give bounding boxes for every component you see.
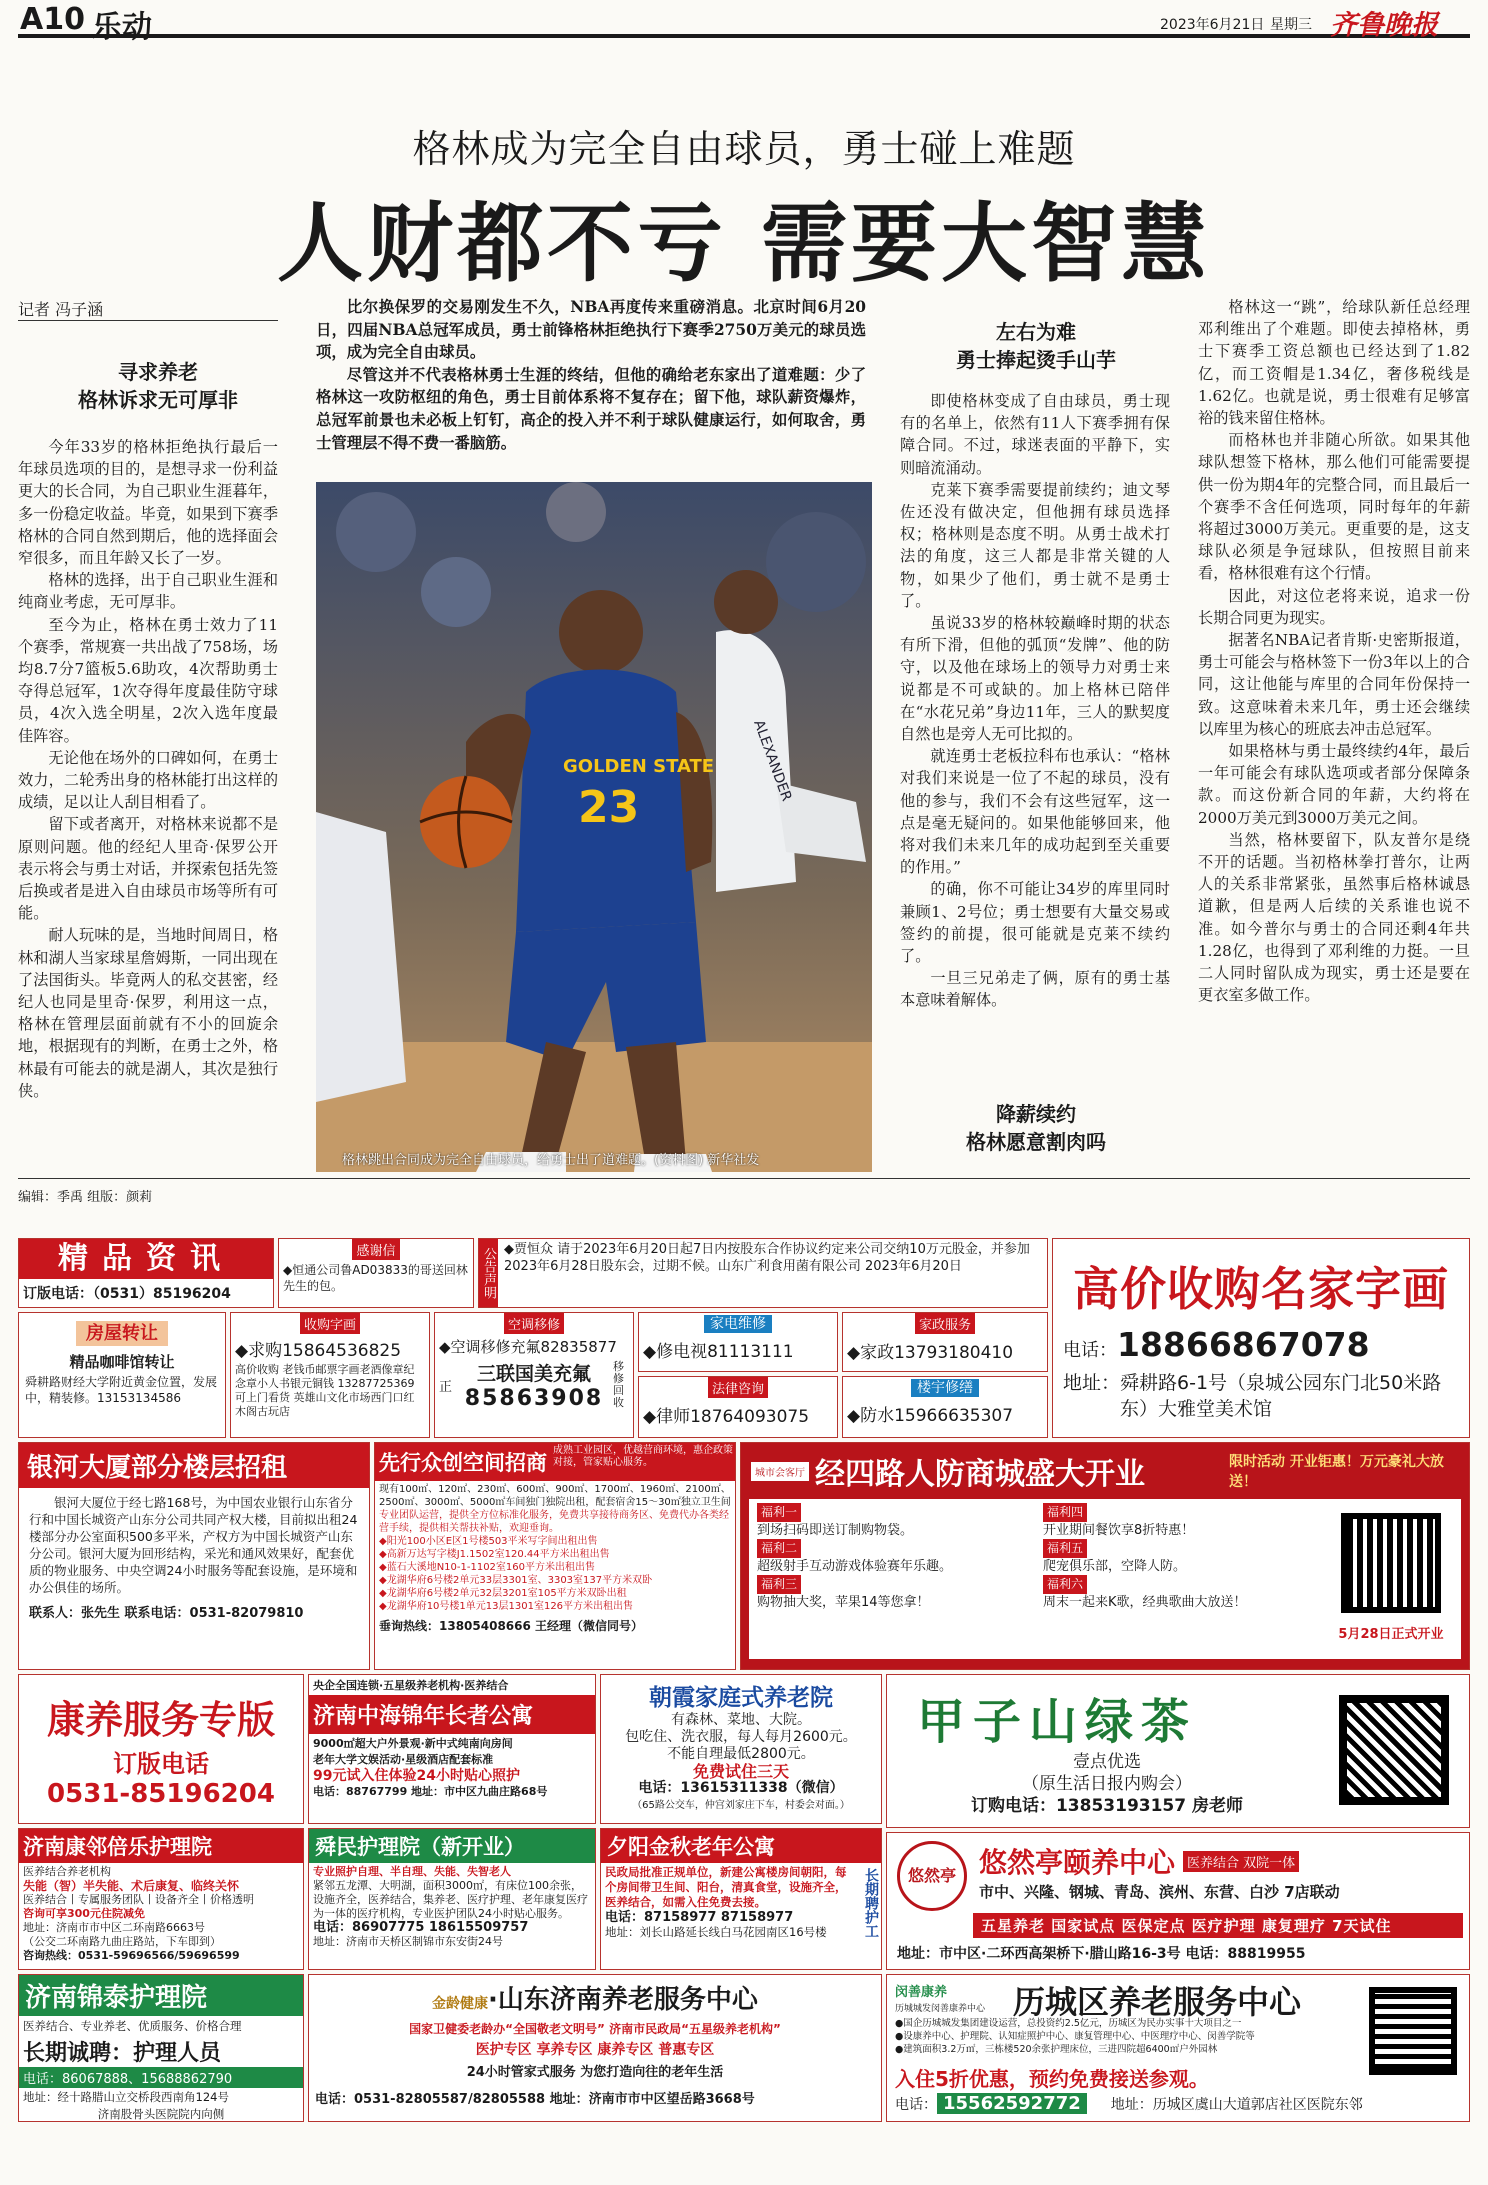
ad-jingpin-phone: 订版电话：（0531）85196204	[23, 1286, 231, 1302]
section-name: 乐动	[92, 10, 152, 45]
paragraph: 至今为止，格林在勇士效力了11个赛季，常规赛一共出战了758场，场均8.7分7篮板5.6助攻，4次帮助勇士夺得总冠军，1次夺得年度最佳防守球员，4次入选全明星，2次入选年度最佳阵容。	[18, 615, 278, 745]
subhead-2-line2: 勇士捧起烫手山芋	[956, 348, 1116, 372]
ad-zhaoxia-line: 有森林、菜地、大院。	[671, 1712, 811, 1728]
ad-xianxing-sub: 成熟工业园区，优越营商环境，惠企政策对接，管家贴心服务。	[553, 1445, 733, 1468]
ad-jingsi-item-title: 福利五	[1043, 1539, 1087, 1558]
ad-shouzihua	[230, 1312, 430, 1438]
ad-zhuanrang	[18, 1312, 226, 1438]
paragraph: 因此，对这位老将来说，追求一份长期合同更为现实。	[1198, 586, 1470, 627]
ad-xianxing	[374, 1442, 736, 1670]
ad-falv-text: ◆律师18764093075	[643, 1407, 810, 1427]
ad-jingsi-item-title: 福利二	[757, 1539, 801, 1558]
ad-xiyang-line: 地址：刘长山路延长线白马花园南区16号楼	[605, 1925, 827, 1939]
ad-jingsi-tag: 城市会客厅	[751, 1462, 809, 1481]
paragraph: 当然，格林要留下，队友普尔是绕不开的话题。当初格林拳打普尔，让两人的关系非常紧张，虽然事后格林诚恳道歉，但是两人后续的关系谁也说不准。如今普尔与勇士的合同还剩4年共1.28亿，也得到了邓利维的力挺。一旦二人同时留队成为现实，勇士还是要在更衣室多做工作。	[1198, 830, 1470, 1005]
ad-ganxie	[278, 1238, 474, 1308]
ad-xianxing-line: ◆龙湖华府6号楼2单元32层3201室105平方米双卧出租	[379, 1588, 627, 1599]
ad-shunmin	[308, 1828, 596, 1970]
subhead-1-line1: 寻求养老	[118, 360, 198, 384]
ad-jingsi-item-desc: 到场扫码即送订制购物袋。	[757, 1523, 914, 1538]
byline: 记者 冯子涵	[18, 297, 278, 321]
ad-zhaoxia-line: 不能自理最低2800元。	[667, 1746, 815, 1762]
opponent-name-text: ALEXANDER	[750, 717, 795, 804]
ad-youran-cities: 市中、兴隆、钢城、青岛、滨州、东营、白沙 7店联动	[979, 1883, 1340, 1901]
ad-jintai	[18, 1974, 304, 2122]
paragraph: 如果格林与勇士最终续约4年，最后一年可能会有球队选项或者部分保障条款。而这份新合同的年薪，大约将在2000万美元到3000万美元之间。	[1198, 742, 1470, 827]
ad-gaojia	[1052, 1238, 1470, 1438]
qr-code-icon	[1339, 1695, 1449, 1805]
ad-xiyang-line: 电话：87158977 87158977	[605, 1910, 794, 1925]
ad-xianxing-line: ◆龙湖华府10号楼1单元13层1301室126平方米出租出售	[379, 1601, 634, 1612]
ad-jingsi-item-desc: 周末一起来K歌，经典歌曲大放送！	[1043, 1595, 1247, 1610]
ad-jingsi-item-title: 福利六	[1043, 1575, 1087, 1594]
ad-kanglin-line: （公交二环南路九曲庄路站，下车即到）	[23, 1935, 221, 1948]
ad-jinling	[308, 1974, 882, 2122]
ad-zhaoxia-line: 免费试住三天	[692, 1762, 789, 1781]
lead-paragraphs	[316, 296, 866, 454]
ad-xianxing-phone: 垂询热线：13805408666 王经理（微信同号）	[379, 1619, 644, 1633]
ad-jintai-line: 长期诚聘：护理人员	[23, 2041, 222, 2066]
ad-kangyang-phone: 0531-85196204	[47, 1779, 275, 1809]
ad-jingsi-item-desc: 爬宠俱乐部，空降人防。	[1043, 1559, 1187, 1574]
ad-licheng-title: 历城区养老服务中心	[1013, 1983, 1302, 2021]
photo-illustration	[316, 482, 872, 1172]
ad-xiyang-title: 夕阳金秋老年公寓	[601, 1829, 881, 1863]
ad-jingsi-title: 经四路人防商城盛大开业	[815, 1457, 1145, 1492]
ad-zhonghai-title: 济南中海锦年长者公寓	[309, 1695, 595, 1734]
ad-yinhe	[18, 1442, 370, 1670]
ad-zhaoxia-title: 朝霞家庭式养老院	[649, 1685, 833, 1711]
ad-jingsi-item-desc: 购物抽大奖，苹果14等您拿！	[757, 1595, 930, 1610]
ad-youran-tag: 医养结合 双院一体	[1183, 1851, 1299, 1872]
ad-jingsi-item-desc: 开业期间餐饮享8折特惠！	[1043, 1523, 1195, 1538]
ad-xianxing-line: ◆高新万达写字楼J1.1502室120.44平方米出租出售	[379, 1549, 610, 1560]
ad-xianxing-line: 专业团队运营，提供全方位标准化服务，免费共享接待商务区、免费代办各类经营手续，提供相关帮扶补贴，欢迎垂询。	[379, 1510, 729, 1534]
ad-kanglin-line: 咨询热线：0531-59696566/59696599	[23, 1949, 240, 1962]
ad-zhuanrang-sub: 精品咖啡馆转让	[69, 1353, 175, 1371]
weekday: 星期三	[1270, 17, 1312, 33]
ad-shunmin-title: 舜民护理院（新开业）	[309, 1829, 595, 1863]
ad-licheng-addr: 地址：历城区虞山大道郭店社区医院东邻	[1110, 2096, 1363, 2113]
ad-zhonghai-line: 99元试入住体验24小时贴心照护	[313, 1768, 520, 1784]
ad-jiadian	[638, 1312, 838, 1372]
editor-rule	[18, 1178, 1470, 1179]
ad-licheng-line: ●设康养中心、护理院、认知症照护中心、康复管理中心、中医理疗中心、闵善学院等	[895, 2031, 1255, 2042]
ad-ganxie-text: ◆恒通公司鲁AD03833的哥送回林先生的包。	[283, 1263, 468, 1293]
ad-loutang-title: 楼宇修缮	[911, 1379, 979, 1397]
ad-jingsi-item-title: 福利一	[757, 1503, 801, 1522]
column-3	[900, 390, 1170, 1090]
ad-licheng-sub: 历城城发闵善康养中心	[895, 2004, 986, 2014]
ad-licheng-promo: 入住5折优惠，预约免费接送参观。	[895, 2067, 1209, 2091]
ad-kangyang-label: 订版电话	[113, 1750, 209, 1778]
paper-logo: 齐鲁晚报	[1330, 10, 1438, 41]
ad-kanglin-line: 医养结合丨专属服务团队丨设备齐全丨价格透明	[23, 1893, 254, 1906]
ad-xianxing-line: 现有100㎡、120㎡、230㎡、600㎡、900㎡、1700㎡、1960㎡、2100㎡、2500㎡、3000㎡、5000㎡车间独门独院出租，配套宿舍15～30㎡独立卫生间	[379, 1484, 731, 1508]
ad-kanglin-line: 咨询可享300元住院减免	[23, 1907, 145, 1920]
lead-paragraph: 尽管这并不代表格林勇士生涯的终结，但他的确给老东家出了道难题：少了格林这一攻防枢纽的角色，勇士目前体系将不复存在；留下他，球队薪资爆炸，总冠军前景也未必板上钉钉，高企的投入并不利于球队健康运行，如何取舍，勇士管理层不得不费一番脑筋。	[316, 365, 866, 452]
ad-zhuanrang-text: 舜耕路财经大学附近黄金位置，发展中，精装修。13153134586	[25, 1375, 218, 1405]
ad-jiazheng-title: 家政服务	[915, 1313, 975, 1334]
subhead-1	[18, 358, 298, 414]
ad-jiazi-phone: 订购电话：13853193157 房老师	[970, 1796, 1244, 1816]
ad-kanglin-line: 失能（智）半失能、术后康复、临终关怀	[23, 1879, 240, 1893]
ad-yinhe-contact: 联系人：张先生 联系电话：0531-82079810	[29, 1606, 304, 1621]
column-1	[18, 436, 278, 1171]
paragraph: 克莱下赛季需要提前续约；迪文琴佐还没有做决定，但他拥有球员选择权；格林则是态度不明。从勇士战术打法的角度，这三人都是非常关键的人物，如果少了他们，勇士就不是勇士了。	[900, 480, 1170, 610]
ad-jingsi	[740, 1442, 1470, 1670]
photo-caption: 格林跳出合同成为完全自由球员，给勇士出了道难题。(资料图) 新华社发	[342, 1153, 760, 1168]
ad-xiyang-line: 民政局批准正规单位，新建公寓楼房间朝阳，每个房间带卫生间、阳台，清真食堂，设施齐全，医养结合，如需入住免费去接。	[605, 1865, 847, 1909]
ad-licheng-phone: 15562592772	[937, 2093, 1087, 2114]
ad-jingsi-item-title: 福利四	[1043, 1503, 1087, 1522]
ad-youran-addr: 地址：市中区·二环西高架桥下·腊山路16-3号 电话：88819955	[897, 1946, 1306, 1962]
ad-zhonghai-line: 电话：88767799 地址：市中区九曲庄路68号	[313, 1785, 548, 1798]
lead-paragraph: 比尔换保罗的交易刚发生不久，NBA再度传来重磅消息。北京时间6月20日，四届NBA总冠军成员，勇士前锋格林拒绝执行下赛季2750万美元的球员选项，成为完全自由球员。	[316, 298, 866, 362]
ad-jiadian-text: ◆修电视81113111	[643, 1342, 794, 1362]
ad-jintai-line: 电话：86067888、15688862790	[19, 2067, 303, 2088]
ad-youran	[886, 1832, 1470, 1970]
ad-gaojia-phone: 18866867078	[1117, 1325, 1370, 1364]
ad-licheng-brand: 闵善康养	[895, 1985, 948, 2000]
paragraph: 耐人玩味的是，当地时间周日，格林和湖人当家球星詹姆斯，一同出现在了法国街头。毕竟两人的私交甚密，经纪人也同是里奇·保罗，利用这一点，格林在管理层面前就有不小的回旋余地，根据现有的判断，在勇士之外，格林最有可能去的就是湖人，其次是独行侠。	[18, 926, 278, 1100]
paragraph: 即使格林变成了自由球员，勇士现有的名单上，依然有11人下赛季拥有保障合同。不过，球迷表面的平静下，实则暗流涌动。	[900, 392, 1170, 477]
ad-gaojia-addr: 舜耕路6-1号（泉城公园东门北50米路东）大雅堂美术馆	[1120, 1372, 1442, 1420]
paragraph: 的确，你不可能让34岁的库里同时兼顾1、2号位；勇士想要有大量交易或签约的前提，很可能就是克莱不续约了。	[900, 880, 1170, 966]
ad-zhonghai-line: 老年大学文娱活动·星级酒店配套标准	[313, 1753, 494, 1766]
ad-kanglin	[18, 1828, 304, 1970]
ad-shunmin-line: 专业照护自理、半自理、失能、失智老人	[313, 1865, 511, 1878]
ad-kangyang	[18, 1674, 304, 1824]
ad-jiazi	[886, 1674, 1470, 1828]
ad-kongtiao-num: 85863908	[464, 1386, 604, 1411]
subhead-3-line2: 格林愿意割肉吗	[966, 1130, 1106, 1154]
paragraph: 就连勇士老板拉科布也承认：“格林对我们来说是一位了不起的球员，没有他的参与，我们不会有这些冠军，这一点是毫无疑问的。如果他能够回来，他将对我们未来几年的成功起到至关重要的作用。”	[900, 747, 1170, 877]
ad-yinhe-text: 银河大厦位于经七路168号，为中国农业银行山东省分行和中国长城资产山东分公司共同产权大楼，目前拟出租24楼部分办公室面积500多平米，产权方为中国长城资产山东分公司。银河大厦为回形结构，采光和通风效果好，配套优质的物业服务、中央空调24小时服务等配套设施，是环境和办公俱佳的场所。	[29, 1495, 358, 1595]
ad-jinling-title: ·山东济南养老服务中心	[488, 1985, 758, 2015]
ad-falv	[638, 1376, 838, 1438]
ad-xianxing-line: ◆阳光100小区E区1号楼503平米写字间出租出售	[379, 1536, 598, 1547]
ad-gaojia-title: 高价收购名家字画	[1073, 1262, 1449, 1316]
subhead-2-line1: 左右为难	[996, 320, 1076, 344]
ad-jintai-line: 济南股骨头医院院内向侧	[97, 2107, 225, 2121]
ad-jinling-brand: 金龄健康	[432, 1996, 489, 2012]
ad-shunmin-line: 电话：86907775 18615509757	[313, 1920, 529, 1935]
qr-code-icon	[1369, 1987, 1457, 2075]
ad-kanglin-line: 医养结合养老机构	[23, 1865, 111, 1878]
ad-kanglin-line: 地址：济南市市中区二环南路6663号	[23, 1921, 205, 1934]
ad-xianxing-line: ◆蓝石大溪地N10-1-1102室160平方米出租出售	[379, 1562, 596, 1573]
ad-gaojia-phone-label: 电话：	[1063, 1340, 1117, 1361]
qr-code-icon	[1341, 1513, 1441, 1613]
header-rule	[18, 34, 1470, 38]
ad-zhaoxia-line: （65路公交车，仲宫刘家庄下车，村委会对面。）	[632, 1800, 850, 1811]
ad-xiyang	[600, 1828, 882, 1970]
ad-kongtiao-side3: 移修回收	[613, 1360, 624, 1409]
ad-jiazheng-text: ◆家政13793180410	[847, 1343, 1014, 1363]
paragraph: 无论他在场外的口碑如何，在勇士效力，二轮秀出身的格林能打出这样的成绩，足以让人刮目相看了。	[18, 748, 278, 812]
subhead-2	[896, 318, 1176, 374]
ad-kanglin-title: 济南康邻倍乐护理院	[19, 1829, 303, 1863]
paragraph: 一旦三兄弟走了俩，原有的勇士基本意味着解体。	[900, 969, 1170, 1010]
ad-gonggao	[478, 1238, 1048, 1308]
ad-jingpin-title: 精品资讯	[19, 1239, 273, 1279]
ad-loutang-text: ◆防水15966635307	[847, 1406, 1014, 1426]
paragraph: 格林的选择，出于自己职业生涯和纯商业考虑，无可厚非。	[18, 571, 278, 612]
ad-jinling-line: 医护专区 享养专区 康养专区 普惠专区	[475, 2042, 715, 2058]
main-headline: 人财都不亏 需要大智慧	[277, 193, 1211, 294]
ad-shouzihua-title: 收购字画	[300, 1313, 360, 1334]
ad-youran-bar: 五星养老 国家试点 医保定点 医疗护理 康复理疗 7天试住	[973, 1913, 1463, 1938]
ad-shunmin-line: 地址：济南市天桥区制锦市东安街24号	[313, 1935, 503, 1948]
ad-kongtiao-sub: 三联国美充氟	[476, 1363, 591, 1385]
ad-zhonghai	[308, 1674, 596, 1824]
editor-credit: 编辑：季禹 组版：颜莉	[18, 1190, 153, 1205]
column-4	[1198, 296, 1470, 1172]
ad-jiazheng	[842, 1312, 1048, 1372]
ad-shunmin-line: 紧邻五龙潭、大明湖，面积3000㎡，有床位100余张，设施齐全，医养结合，集养老、医疗护理、老年康复医疗为一体的医疗机构，专业医护团队24小时贴心服务。	[313, 1879, 588, 1920]
paragraph: 虽说33岁的格林较巅峰时期的状态有所下滑，但他的弧顶“发牌”、他的防守，以及他在球场上的领导力对勇士来说都是不可或缺的。加上格林已陪伴在“水花兄弟”身边11年，三人的默契度自然也是旁人无可比拟的。	[900, 614, 1170, 744]
ad-loutang	[842, 1376, 1048, 1438]
ad-jinling-line: 24小时管家式服务 为您打造向往的老年生活	[466, 2065, 724, 2080]
ad-jingsi-item-desc: 超级射手互动游戏体验赛年乐趣。	[757, 1559, 953, 1574]
ad-jintai-title: 济南锦泰护理院	[19, 1975, 303, 2016]
ad-youran-title: 悠然亭颐养中心	[979, 1846, 1176, 1879]
ad-zhaoxia-line: 包吃住、洗衣服，每人每月2600元。	[625, 1729, 857, 1745]
ad-zhaoxia	[600, 1674, 882, 1824]
ad-ganxie-title: 感谢信	[352, 1239, 399, 1260]
ad-falv-title: 法律咨询	[708, 1377, 768, 1398]
ad-kangyang-title: 康养服务专版	[46, 1698, 275, 1742]
page-number: A10	[20, 2, 85, 37]
ad-zhuanrang-title: 房屋转让	[76, 1321, 168, 1346]
ad-jintai-line: 医养结合、专业养老、优质服务、价格合理	[23, 2019, 242, 2033]
ad-xianxing-title: 先行众创空间招商	[379, 1451, 547, 1475]
ad-jiazi-sub: 壹点优选	[1073, 1752, 1141, 1772]
ad-gonggao-title: 公告声明	[479, 1239, 498, 1307]
ad-licheng	[886, 1974, 1470, 2122]
paragraph: 留下或者离开，对格林来说都不是原则问题。他的经纪人里奇·保罗公开表示将会与勇士对话，并探索包括先签后换或者是进入自由球员市场等所有可能。	[18, 815, 278, 923]
subhead-1-line2: 格林诉求无可厚非	[78, 388, 238, 412]
ad-kongtiao-side1: 正	[439, 1379, 453, 1395]
ad-jinling-line: 国家卫健委老龄办“全国敬老文明号” 济南市民政局“五星级养老机构”	[409, 2022, 781, 2036]
paragraph: 而格林也并非随心所欲。如果其他球队想签下格林，那么他们可能需要提供一份为期4年的完整合同，而且最后一个赛季不含任何选项，同时每年的年薪将超过3000万美元。更重要的是，这支球队必须是争冠球队，但按照目前来看，格林很难有这个行情。	[1198, 431, 1470, 583]
ad-gaojia-addr-label: 地址：	[1063, 1372, 1121, 1394]
ad-xianxing-line: ◆龙湖华府6号楼2单元33层3301室、3303室137平方米双卧	[379, 1575, 653, 1586]
paragraph: 据著名NBA记者肯斯·史密斯报道，勇士可能会与格林签下一份3年以上的合同，这让他能与库里的合同年份保持一致。这意味着未来几年，勇士还会继续以库里为核心的班底去冲击总冠军。	[1198, 631, 1470, 738]
subhead-3-line1: 降薪续约	[996, 1102, 1076, 1126]
ad-jingsi-date: 5月28日正式开业	[1338, 1627, 1444, 1642]
ad-shouzihua-text1: ◆求购15864536825	[235, 1341, 402, 1361]
ad-jiazi-title: 甲子山绿茶	[917, 1694, 1198, 1750]
ad-kongtiao	[434, 1312, 634, 1438]
ad-jiadian-title: 家电维修	[704, 1315, 772, 1333]
seal-icon: 悠然亭	[897, 1841, 967, 1911]
ad-zhonghai-line: 9000㎡超大户外景观·新中式纯南向房间	[313, 1737, 513, 1750]
ad-jiazi-sub2: （原生活日报内购会）	[1022, 1774, 1192, 1794]
jersey-team-text: GOLDEN STATE	[563, 756, 715, 777]
ad-licheng-line: ●建筑面积3.2万㎡，三栋楼520余张护理床位，三进四院超6400㎡户外园林	[895, 2044, 1218, 2055]
ad-kongtiao-title: 空调移修	[504, 1313, 564, 1334]
ad-jingsi-item-title: 福利三	[757, 1575, 801, 1594]
paragraph: 格林这一“跳”，给球队新任总经理邓利维出了个难题。即使去掉格林，勇士下赛季工资总额也已经达到了1.82亿，而工资帽是1.34亿，奢侈税线是1.62亿。也就是说，勇士很难有足够富裕的钱来留住格林。	[1198, 298, 1470, 428]
date: 2023年6月21日	[1160, 17, 1265, 33]
ad-yinhe-title: 银河大厦部分楼层招租	[19, 1443, 369, 1488]
ad-shouzihua-text2: 高价收购 老钱币邮票字画老酒像章纪念章小人书银元铜钱 13287725369 可上门看货 英雄山文化市场西门口红木阁古玩店	[235, 1363, 415, 1418]
ad-jintai-line: 地址：经十路腊山立交桥段西南角124号	[23, 2090, 229, 2104]
news-photo	[316, 482, 872, 1172]
jersey-number-text: 23	[578, 782, 640, 833]
ad-licheng-phone-label: 电话：	[895, 2096, 937, 2113]
ad-jingsi-promo: 限时活动 开业钜惠！万元豪礼大放送！	[1229, 1454, 1444, 1490]
subhead-3	[896, 1100, 1176, 1156]
ad-licheng-line: ●国企历城城发集团建设运营，总投资约2.5亿元，历城区为民办实事十大项目之一	[895, 2018, 1242, 2029]
kicker-headline: 格林成为完全自由球员，勇士碰上难题	[412, 127, 1076, 171]
ad-xiyang-side: 长期聘护工	[863, 1867, 879, 1938]
ad-kongtiao-text: ◆空调移修充氟82835877	[439, 1338, 617, 1356]
ad-jingpin	[18, 1238, 274, 1308]
ad-zhaoxia-line: 电话：13615311338（微信）	[638, 1780, 844, 1796]
paragraph: 今年33岁的格林拒绝执行最后一年球员选项的目的，是想寻求一份利益更大的长合同，为自己职业生涯暮年，多一份稳定收益。毕竟，如果到下赛季格林的合同自然到期后，他的选择面会窄很多，而且年龄又长了一岁。	[18, 438, 278, 568]
ad-jinling-line: 电话：0531-82805587/82805588 地址：济南市市中区望岳路3668号	[315, 2092, 755, 2107]
ad-zhonghai-top: 央企全国连锁·五星级养老机构·医养结合	[313, 1679, 509, 1692]
ad-gonggao-text: ◆贾恒众 请于2023年6月20日起7日内按股东合作协议约定来公司交纳10万元股金，并参加2023年6月28日股东会，过期不候。山东广利食用菌有限公司 2023年6月20日	[504, 1242, 1030, 1274]
